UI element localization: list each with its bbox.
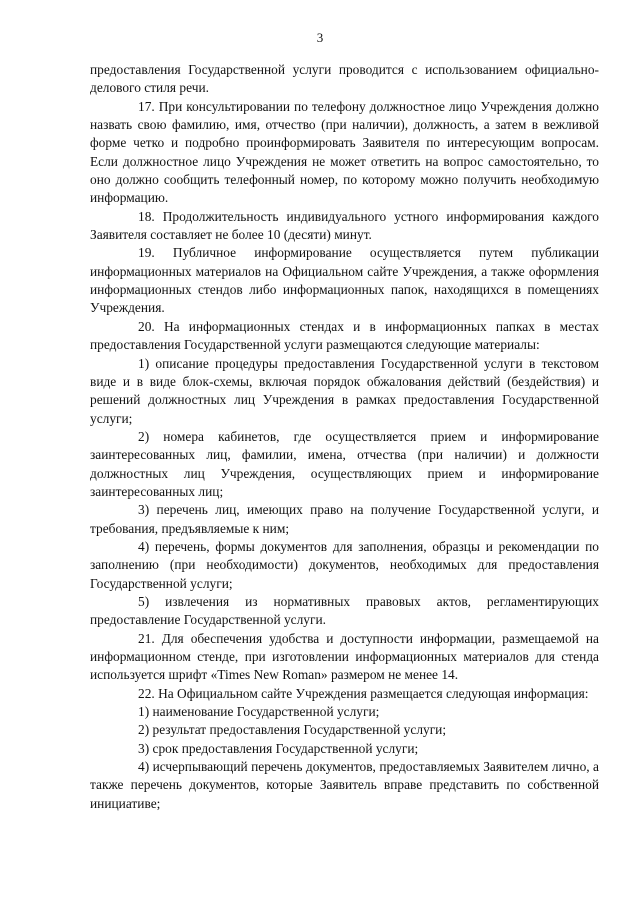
list-item-20-3: 3) перечень лиц, имеющих право на получение Государственной услуги, и требования, предъявляемые к ним; [90,502,599,536]
paragraph-21: 21. Для обеспечения удобства и доступности информации, размещаемой на информационном стенде, при изготовлении информационных материалов для стенда используется шрифт «Times New Roman» размером не менее 14. [90,630,599,683]
document-body [90,61,599,813]
list-item-22-3: 3) срок предоставления Государственной услуги; [138,740,419,756]
paragraph-22: 22. На Официальном сайте Учреждения размещается следующая информация: [138,685,589,701]
page-number: 3 [316,30,324,45]
paragraph-20: 20. На информационных стендах и в информационных папках в местах предоставления Государственной услуги размещаются следующие материалы: [90,318,599,353]
list-item-20-4: 4) перечень, формы документов для заполнения, образцы и рекомендации по заполнению (при необходимости) документов, необходимых для предоставления Государственной услуги; [90,538,599,591]
list-item-20-5: 5) извлечения из нормативных правовых актов, регламентирующих предоставление Государственной услуги. [90,593,599,628]
paragraph-18: 18. Продолжительность индивидуального устного информирования каждого Заявителя составляет не более 10 (десяти) минут. [90,208,599,243]
list-item-22-2: 2) результат предоставления Государственной услуги; [138,722,447,738]
paragraph-19: 19. Публичное информирование осуществляется путем публикации информационных материалов на Официальном сайте Учреждения, а также оформления информационных стендов либо информационных папок, находящихся в помещениях Учреждения. [90,245,599,316]
list-item-20-1: 1) описание процедуры предоставления Государственной услуги в текстовом виде и в виде блок-схемы, включая порядок обжалования действий (бездействия) и решений должностных лиц Учреждения в рамках предоставления Государственной услуги; [90,355,599,426]
list-item-22-1: 1) наименование Государственной услуги; [138,704,380,720]
list-item-22-4: 4) исчерпывающий перечень документов, предоставляемых Заявителем лично, а также перечень документов, которые Заявитель вправе представить по собственной инициативе; [90,759,599,811]
list-item-20-2: 2) номера кабинетов, где осуществляется прием и информирование заинтересованных лиц, фамилии, имена, отчества (при наличии) и должности должностных лиц Учреждения, осуществляющих прием и информирование заинтересованных лиц; [90,428,599,499]
paragraph-continuation: предоставления Государственной услуги проводится с использованием официально-делового стиля речи. [90,62,599,96]
paragraph-17: 17. При консультировании по телефону должностное лицо Учреждения должно назвать свою фамилию, имя, отчество (при наличии), должность, а затем в вежливой форме четко и подробно проинформировать Заявителя по интересующим вопросам. Если должностное лицо Учреждения не может ответить на вопрос самостоятельно, то оно должно сообщить телефонный номер, по которому можно получить необходимую информацию. [90,98,599,206]
